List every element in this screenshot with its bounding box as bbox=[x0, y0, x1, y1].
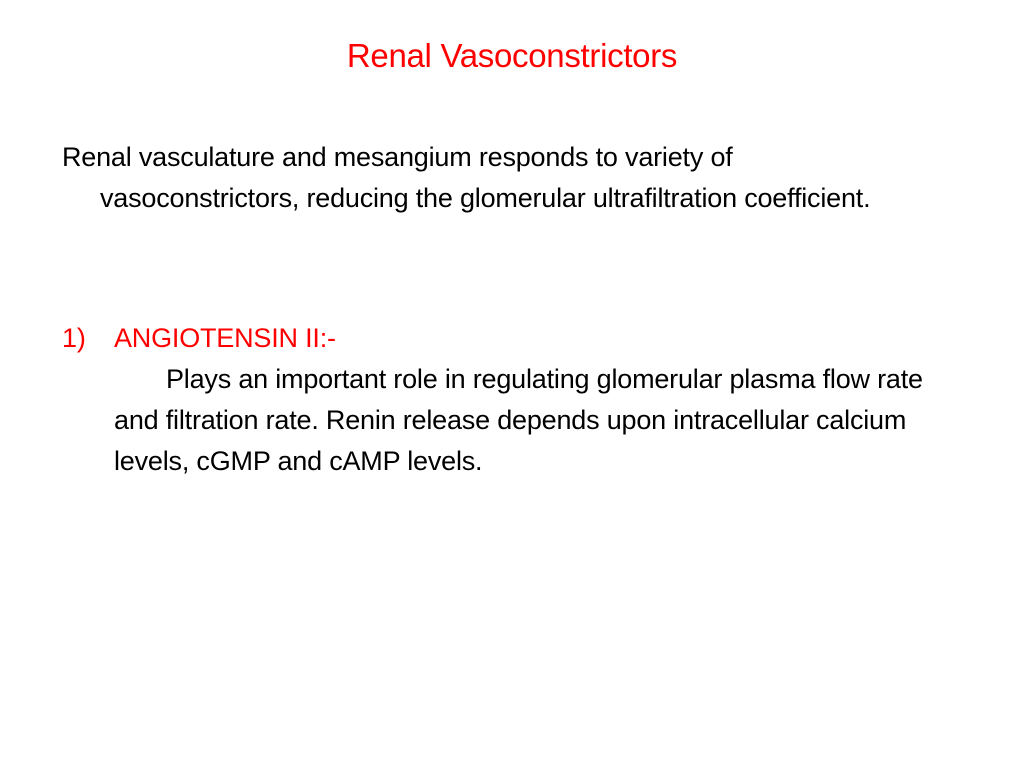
list-item-heading: ANGIOTENSIN II:- bbox=[114, 323, 336, 353]
intro-paragraph: Renal vasculature and mesangium responds to variety of vasoconstrictors, reducing the glomerular ultrafiltration coefficient. bbox=[62, 142, 871, 213]
list-item-angiotensin bbox=[62, 318, 942, 482]
list-item-header bbox=[62, 318, 942, 359]
list-item-body: Plays an important role in regulating glomerular plasma flow rate and filtration rate. Renin release depends upon intracellular calcium levels, cGMP and cAMP levels. bbox=[114, 364, 923, 476]
slide-title: Renal Vasoconstrictors bbox=[346, 37, 678, 74]
intro-text-block bbox=[62, 137, 922, 219]
list-item-number: 1) bbox=[62, 323, 86, 353]
